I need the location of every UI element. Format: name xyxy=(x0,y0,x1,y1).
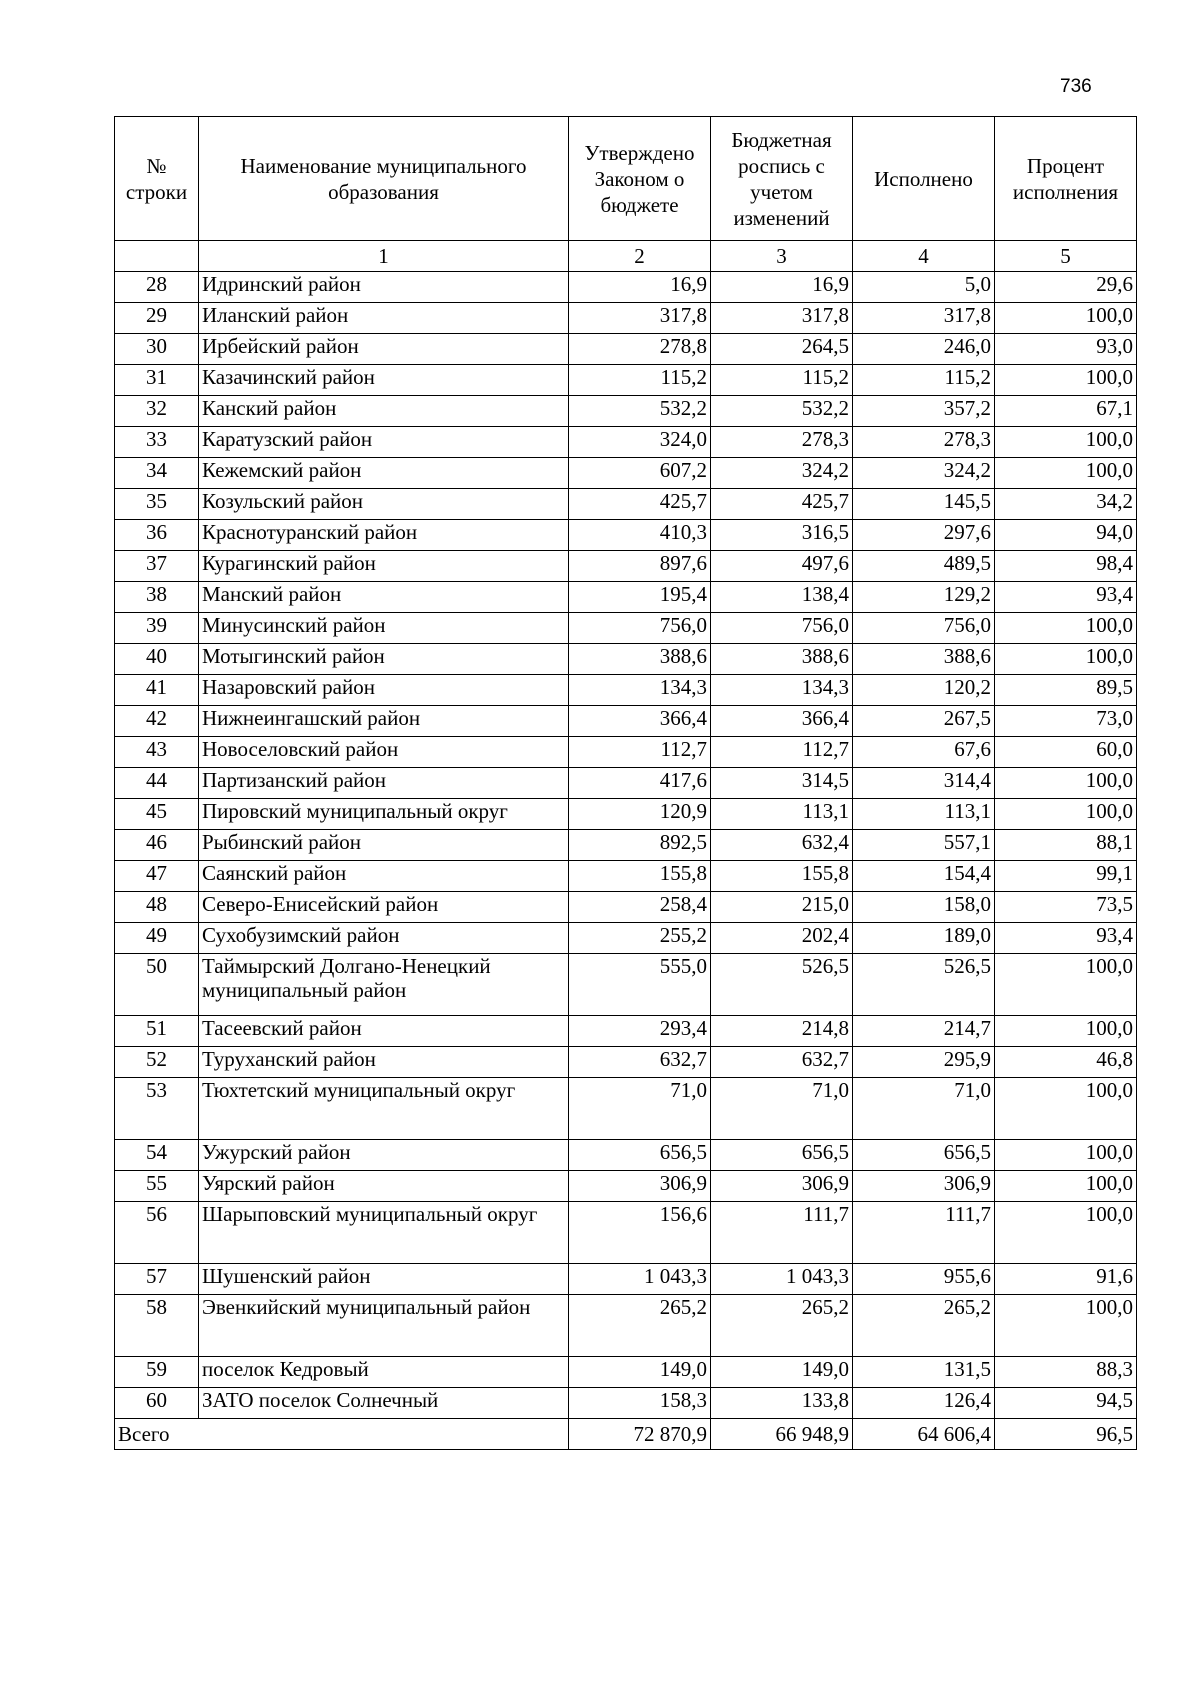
municipality-name: Тюхтетский муниципальный округ xyxy=(199,1078,569,1140)
approved-value: 265,2 xyxy=(569,1295,711,1357)
table-row xyxy=(115,1078,1137,1140)
schedule-value: 264,5 xyxy=(711,334,853,365)
table-row xyxy=(115,799,1137,830)
percent-value: 100,0 xyxy=(995,799,1137,830)
column-number-empty xyxy=(115,241,199,272)
executed-value: 113,1 xyxy=(853,799,995,830)
header-executed: Исполнено xyxy=(853,117,995,241)
schedule-value: 155,8 xyxy=(711,861,853,892)
percent-value: 94,5 xyxy=(995,1388,1137,1419)
municipality-name: ЗАТО поселок Солнечный xyxy=(199,1388,569,1419)
row-number: 35 xyxy=(115,489,199,520)
approved-value: 115,2 xyxy=(569,365,711,396)
row-number: 47 xyxy=(115,861,199,892)
row-number: 37 xyxy=(115,551,199,582)
table-row xyxy=(115,737,1137,768)
table-row xyxy=(115,582,1137,613)
row-number: 28 xyxy=(115,272,199,303)
executed-value: 265,2 xyxy=(853,1295,995,1357)
executed-value: 129,2 xyxy=(853,582,995,613)
approved-value: 897,6 xyxy=(569,551,711,582)
approved-value: 120,9 xyxy=(569,799,711,830)
row-number: 42 xyxy=(115,706,199,737)
table-row xyxy=(115,1047,1137,1078)
approved-value: 324,0 xyxy=(569,427,711,458)
municipality-name: Туруханский район xyxy=(199,1047,569,1078)
schedule-value: 632,4 xyxy=(711,830,853,861)
header-approved-by-law: Утверждено Законом о бюджете xyxy=(569,117,711,241)
approved-value: 255,2 xyxy=(569,923,711,954)
approved-value: 532,2 xyxy=(569,396,711,427)
schedule-value: 71,0 xyxy=(711,1078,853,1140)
municipality-name: Ирбейский район xyxy=(199,334,569,365)
municipality-name: Манский район xyxy=(199,582,569,613)
municipality-name: Нижнеингашский район xyxy=(199,706,569,737)
municipality-name: Назаровский район xyxy=(199,675,569,706)
schedule-value: 425,7 xyxy=(711,489,853,520)
column-number: 1 xyxy=(199,241,569,272)
municipality-name: Минусинский район xyxy=(199,613,569,644)
executed-value: 388,6 xyxy=(853,644,995,675)
row-number: 48 xyxy=(115,892,199,923)
executed-value: 246,0 xyxy=(853,334,995,365)
approved-value: 71,0 xyxy=(569,1078,711,1140)
municipality-name: Новоселовский район xyxy=(199,737,569,768)
table-row xyxy=(115,365,1137,396)
municipality-name: Саянский район xyxy=(199,861,569,892)
executed-value: 324,2 xyxy=(853,458,995,489)
schedule-value: 215,0 xyxy=(711,892,853,923)
municipality-name: Тасеевский район xyxy=(199,1016,569,1047)
total-row xyxy=(115,1419,1137,1450)
schedule-value: 214,8 xyxy=(711,1016,853,1047)
header-row-number: № строки xyxy=(115,117,199,241)
row-number: 57 xyxy=(115,1264,199,1295)
total-label: Всего xyxy=(115,1419,569,1450)
row-number: 38 xyxy=(115,582,199,613)
executed-value: 111,7 xyxy=(853,1202,995,1264)
approved-value: 155,8 xyxy=(569,861,711,892)
executed-value: 526,5 xyxy=(853,954,995,1016)
percent-value: 46,8 xyxy=(995,1047,1137,1078)
table-row xyxy=(115,768,1137,799)
municipality-name: Ужурский район xyxy=(199,1140,569,1171)
executed-value: 955,6 xyxy=(853,1264,995,1295)
table-body xyxy=(115,272,1137,1419)
column-number-row xyxy=(115,241,1137,272)
schedule-value: 115,2 xyxy=(711,365,853,396)
percent-value: 73,0 xyxy=(995,706,1137,737)
percent-value: 73,5 xyxy=(995,892,1137,923)
executed-value: 67,6 xyxy=(853,737,995,768)
table-row xyxy=(115,489,1137,520)
schedule-value: 497,6 xyxy=(711,551,853,582)
schedule-value: 133,8 xyxy=(711,1388,853,1419)
column-number: 2 xyxy=(569,241,711,272)
row-number: 36 xyxy=(115,520,199,551)
schedule-value: 112,7 xyxy=(711,737,853,768)
schedule-value: 314,5 xyxy=(711,768,853,799)
total-percent: 96,5 xyxy=(995,1419,1137,1450)
municipality-name: Козульский район xyxy=(199,489,569,520)
percent-value: 93,0 xyxy=(995,334,1137,365)
row-number: 49 xyxy=(115,923,199,954)
percent-value: 100,0 xyxy=(995,427,1137,458)
table-row xyxy=(115,303,1137,334)
municipality-name: Сухобузимский район xyxy=(199,923,569,954)
percent-value: 100,0 xyxy=(995,1202,1137,1264)
schedule-value: 111,7 xyxy=(711,1202,853,1264)
approved-value: 158,3 xyxy=(569,1388,711,1419)
executed-value: 297,6 xyxy=(853,520,995,551)
total-executed: 64 606,4 xyxy=(853,1419,995,1450)
municipality-name: Шарыповский муниципальный округ xyxy=(199,1202,569,1264)
table-row xyxy=(115,1388,1137,1419)
approved-value: 656,5 xyxy=(569,1140,711,1171)
executed-value: 489,5 xyxy=(853,551,995,582)
table-row xyxy=(115,1295,1137,1357)
executed-value: 267,5 xyxy=(853,706,995,737)
header-execution-percent: Процент исполнения xyxy=(995,117,1137,241)
total-approved: 72 870,9 xyxy=(569,1419,711,1450)
approved-value: 410,3 xyxy=(569,520,711,551)
approved-value: 607,2 xyxy=(569,458,711,489)
executed-value: 278,3 xyxy=(853,427,995,458)
percent-value: 88,1 xyxy=(995,830,1137,861)
table-row xyxy=(115,1357,1137,1388)
percent-value: 100,0 xyxy=(995,613,1137,644)
table-row xyxy=(115,706,1137,737)
executed-value: 131,5 xyxy=(853,1357,995,1388)
percent-value: 88,3 xyxy=(995,1357,1137,1388)
approved-value: 149,0 xyxy=(569,1357,711,1388)
row-number: 58 xyxy=(115,1295,199,1357)
row-number: 34 xyxy=(115,458,199,489)
percent-value: 99,1 xyxy=(995,861,1137,892)
municipality-name: поселок Кедровый xyxy=(199,1357,569,1388)
schedule-value: 756,0 xyxy=(711,613,853,644)
percent-value: 93,4 xyxy=(995,923,1137,954)
percent-value: 29,6 xyxy=(995,272,1137,303)
approved-value: 278,8 xyxy=(569,334,711,365)
schedule-value: 149,0 xyxy=(711,1357,853,1388)
municipality-name: Партизанский район xyxy=(199,768,569,799)
executed-value: 189,0 xyxy=(853,923,995,954)
schedule-value: 366,4 xyxy=(711,706,853,737)
percent-value: 34,2 xyxy=(995,489,1137,520)
municipality-name: Шушенский район xyxy=(199,1264,569,1295)
row-number: 29 xyxy=(115,303,199,334)
page-number: 736 xyxy=(1060,76,1092,97)
table-row xyxy=(115,396,1137,427)
percent-value: 94,0 xyxy=(995,520,1137,551)
executed-value: 306,9 xyxy=(853,1171,995,1202)
row-number: 45 xyxy=(115,799,199,830)
header-budget-schedule: Бюджетная роспись с учетом изменений xyxy=(711,117,853,241)
table-row xyxy=(115,892,1137,923)
schedule-value: 265,2 xyxy=(711,1295,853,1357)
schedule-value: 278,3 xyxy=(711,427,853,458)
schedule-value: 134,3 xyxy=(711,675,853,706)
table-row xyxy=(115,954,1137,1016)
percent-value: 100,0 xyxy=(995,768,1137,799)
schedule-value: 532,2 xyxy=(711,396,853,427)
table-row xyxy=(115,861,1137,892)
row-number: 39 xyxy=(115,613,199,644)
municipality-name: Курагинский район xyxy=(199,551,569,582)
approved-value: 366,4 xyxy=(569,706,711,737)
approved-value: 388,6 xyxy=(569,644,711,675)
schedule-value: 202,4 xyxy=(711,923,853,954)
percent-value: 100,0 xyxy=(995,458,1137,489)
row-number: 41 xyxy=(115,675,199,706)
municipality-name: Северо-Енисейский район xyxy=(199,892,569,923)
column-number: 4 xyxy=(853,241,995,272)
executed-value: 357,2 xyxy=(853,396,995,427)
row-number: 59 xyxy=(115,1357,199,1388)
row-number: 46 xyxy=(115,830,199,861)
row-number: 52 xyxy=(115,1047,199,1078)
municipality-name: Краснотуранский район xyxy=(199,520,569,551)
executed-value: 656,5 xyxy=(853,1140,995,1171)
approved-value: 134,3 xyxy=(569,675,711,706)
municipality-name: Эвенкийский муниципальный район xyxy=(199,1295,569,1357)
executed-value: 71,0 xyxy=(853,1078,995,1140)
approved-value: 1 043,3 xyxy=(569,1264,711,1295)
table-row xyxy=(115,272,1137,303)
approved-value: 555,0 xyxy=(569,954,711,1016)
row-number: 60 xyxy=(115,1388,199,1419)
table-row xyxy=(115,334,1137,365)
row-number: 55 xyxy=(115,1171,199,1202)
approved-value: 112,7 xyxy=(569,737,711,768)
municipality-name: Канский район xyxy=(199,396,569,427)
table-row xyxy=(115,923,1137,954)
approved-value: 317,8 xyxy=(569,303,711,334)
municipality-name: Таймырский Долгано-Ненецкий муниципальный район xyxy=(199,954,569,1016)
schedule-value: 306,9 xyxy=(711,1171,853,1202)
percent-value: 100,0 xyxy=(995,303,1137,334)
schedule-value: 656,5 xyxy=(711,1140,853,1171)
municipality-name: Уярский район xyxy=(199,1171,569,1202)
executed-value: 115,2 xyxy=(853,365,995,396)
row-number: 30 xyxy=(115,334,199,365)
table-row xyxy=(115,613,1137,644)
schedule-value: 324,2 xyxy=(711,458,853,489)
executed-value: 295,9 xyxy=(853,1047,995,1078)
row-number: 54 xyxy=(115,1140,199,1171)
municipality-name: Кежемский район xyxy=(199,458,569,489)
municipality-name: Рыбинский район xyxy=(199,830,569,861)
budget-execution-table xyxy=(114,116,1137,1450)
table-row xyxy=(115,1202,1137,1264)
row-number: 43 xyxy=(115,737,199,768)
column-number: 5 xyxy=(995,241,1137,272)
approved-value: 293,4 xyxy=(569,1016,711,1047)
schedule-value: 526,5 xyxy=(711,954,853,1016)
percent-value: 100,0 xyxy=(995,954,1137,1016)
column-number: 3 xyxy=(711,241,853,272)
row-number: 40 xyxy=(115,644,199,675)
approved-value: 195,4 xyxy=(569,582,711,613)
header-row xyxy=(115,117,1137,241)
percent-value: 100,0 xyxy=(995,644,1137,675)
row-number: 44 xyxy=(115,768,199,799)
schedule-value: 632,7 xyxy=(711,1047,853,1078)
percent-value: 100,0 xyxy=(995,1016,1137,1047)
percent-value: 60,0 xyxy=(995,737,1137,768)
row-number: 32 xyxy=(115,396,199,427)
percent-value: 100,0 xyxy=(995,365,1137,396)
schedule-value: 113,1 xyxy=(711,799,853,830)
approved-value: 425,7 xyxy=(569,489,711,520)
executed-value: 314,4 xyxy=(853,768,995,799)
table-row xyxy=(115,427,1137,458)
schedule-value: 316,5 xyxy=(711,520,853,551)
municipality-name: Идринский район xyxy=(199,272,569,303)
table-row xyxy=(115,675,1137,706)
executed-value: 317,8 xyxy=(853,303,995,334)
municipality-name: Пировский муниципальный округ xyxy=(199,799,569,830)
approved-value: 258,4 xyxy=(569,892,711,923)
table-row xyxy=(115,1016,1137,1047)
table-row xyxy=(115,1171,1137,1202)
row-number: 50 xyxy=(115,954,199,1016)
percent-value: 91,6 xyxy=(995,1264,1137,1295)
executed-value: 158,0 xyxy=(853,892,995,923)
percent-value: 67,1 xyxy=(995,396,1137,427)
row-number: 53 xyxy=(115,1078,199,1140)
total-schedule: 66 948,9 xyxy=(711,1419,853,1450)
row-number: 33 xyxy=(115,427,199,458)
executed-value: 126,4 xyxy=(853,1388,995,1419)
approved-value: 417,6 xyxy=(569,768,711,799)
percent-value: 89,5 xyxy=(995,675,1137,706)
table-row xyxy=(115,458,1137,489)
executed-value: 120,2 xyxy=(853,675,995,706)
table-row xyxy=(115,644,1137,675)
schedule-value: 388,6 xyxy=(711,644,853,675)
approved-value: 306,9 xyxy=(569,1171,711,1202)
schedule-value: 1 043,3 xyxy=(711,1264,853,1295)
table-row xyxy=(115,1264,1137,1295)
executed-value: 145,5 xyxy=(853,489,995,520)
percent-value: 98,4 xyxy=(995,551,1137,582)
table-row xyxy=(115,520,1137,551)
percent-value: 100,0 xyxy=(995,1171,1137,1202)
schedule-value: 16,9 xyxy=(711,272,853,303)
executed-value: 214,7 xyxy=(853,1016,995,1047)
percent-value: 100,0 xyxy=(995,1140,1137,1171)
municipality-name: Казачинский район xyxy=(199,365,569,396)
table-row xyxy=(115,551,1137,582)
percent-value: 100,0 xyxy=(995,1295,1137,1357)
schedule-value: 138,4 xyxy=(711,582,853,613)
approved-value: 892,5 xyxy=(569,830,711,861)
municipality-name: Мотыгинский район xyxy=(199,644,569,675)
percent-value: 100,0 xyxy=(995,1078,1137,1140)
row-number: 51 xyxy=(115,1016,199,1047)
table-row xyxy=(115,830,1137,861)
executed-value: 5,0 xyxy=(853,272,995,303)
executed-value: 557,1 xyxy=(853,830,995,861)
percent-value: 93,4 xyxy=(995,582,1137,613)
municipality-name: Каратузский район xyxy=(199,427,569,458)
municipality-name: Иланский район xyxy=(199,303,569,334)
table-row xyxy=(115,1140,1137,1171)
executed-value: 154,4 xyxy=(853,861,995,892)
approved-value: 156,6 xyxy=(569,1202,711,1264)
executed-value: 756,0 xyxy=(853,613,995,644)
approved-value: 632,7 xyxy=(569,1047,711,1078)
row-number: 31 xyxy=(115,365,199,396)
header-municipality-name: Наименование муниципального образования xyxy=(199,117,569,241)
schedule-value: 317,8 xyxy=(711,303,853,334)
approved-value: 16,9 xyxy=(569,272,711,303)
row-number: 56 xyxy=(115,1202,199,1264)
approved-value: 756,0 xyxy=(569,613,711,644)
